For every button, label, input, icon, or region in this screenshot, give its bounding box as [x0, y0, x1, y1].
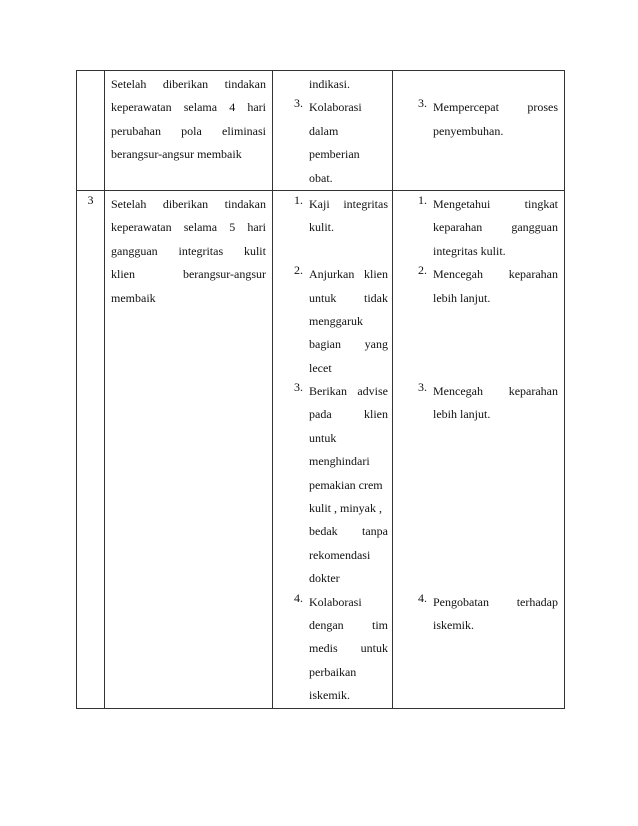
rationale-line: lebih lanjut. [433, 290, 491, 305]
intervention-line: lecet [309, 360, 332, 375]
intervention-item [273, 380, 388, 591]
rationale-item [393, 380, 558, 427]
intervention-line: Kaji integritas [309, 196, 388, 211]
rationale-cell [393, 71, 565, 191]
intervention-line: dalam [309, 123, 339, 138]
intervention-line: rekomendasi [309, 547, 371, 562]
goal-line: membaik [111, 290, 156, 305]
rationale-line: Mencegah keparahan [433, 384, 558, 399]
intervention-line: obat. [309, 170, 333, 185]
item-number: 3. [418, 380, 427, 395]
intervention-line: untuk tidak [309, 290, 388, 305]
goal-cell [105, 190, 273, 708]
intervention-item [273, 96, 388, 190]
item-number: 3. [294, 96, 303, 111]
intervention-item [273, 591, 388, 708]
intervention-line: bagian yang [309, 337, 388, 352]
intervention-cell [273, 71, 393, 191]
goal-cell [105, 71, 273, 191]
rationale-line: Pengobatan terhadap [433, 594, 558, 609]
rationale-line: Mengetahui tingkat [433, 196, 558, 211]
intervention-line: Berikan advise [309, 384, 388, 399]
item-number: 1. [418, 192, 427, 207]
intervention-line: pemberian [309, 147, 360, 162]
table-row [77, 71, 565, 191]
rationale-line: integritas kulit. [433, 243, 506, 258]
rationale-line: Mempercepat proses [433, 100, 558, 115]
item-number: 2. [418, 263, 427, 278]
rationale-line: penyembuhan. [433, 123, 504, 138]
item-number: 2. [294, 263, 303, 278]
item-number: 4. [418, 590, 427, 605]
intervention-line: indikasi. [309, 77, 350, 91]
intervention-line: Kolaborasi [309, 594, 362, 609]
rationale-item [393, 96, 558, 143]
intervention-line: untuk [309, 430, 337, 445]
item-number: 1. [294, 192, 303, 207]
rationale-item [393, 263, 558, 310]
item-number: 3. [294, 380, 303, 395]
table-row [77, 190, 565, 708]
care-plan-table [76, 70, 565, 709]
row-number-cell: 3 [77, 190, 105, 708]
intervention-line: kulit. [309, 220, 335, 235]
intervention-line: menggaruk [309, 313, 363, 328]
goal-line: keperawatan selama 4 hari [111, 100, 266, 115]
intervention-line: medis untuk [309, 641, 388, 656]
goal-line: berangsur-angsur membaik [111, 147, 242, 162]
intervention-line: dengan tim [309, 617, 388, 632]
rationale-line: iskemik. [433, 617, 474, 632]
intervention-line: kulit , minyak , [309, 501, 382, 516]
intervention-line: dokter [309, 571, 340, 586]
rationale-line: Mencegah keparahan [433, 267, 558, 282]
rationale-line: lebih lanjut. [433, 407, 491, 422]
intervention-line: Anjurkan klien [309, 267, 388, 282]
intervention-line: Kolaborasi [309, 100, 362, 115]
goal-line: Setelah diberikan tindakan [111, 77, 266, 91]
intervention-line: pemakian crem [309, 477, 383, 492]
item-number: 4. [294, 590, 303, 605]
intervention-line: perbaikan [309, 664, 357, 679]
rationale-cell [393, 190, 565, 708]
goal-line: klien berangsur-angsur [111, 267, 266, 282]
intervention-line: bedak tanpa [309, 524, 388, 539]
intervention-line: pada klien [309, 407, 388, 422]
intervention-cell [273, 190, 393, 708]
row-number-cell [77, 71, 105, 191]
goal-line: perubahan pola eliminasi [111, 123, 266, 138]
intervention-item [273, 263, 388, 380]
rationale-line: keparahan gangguan [433, 220, 558, 235]
intervention-line: iskemik. [309, 688, 350, 703]
goal-line: keperawatan selama 5 hari [111, 220, 266, 235]
goal-line: gangguan integritas kulit [111, 243, 266, 258]
rationale-item [393, 193, 558, 263]
rationale-item [393, 591, 558, 638]
item-number: 3. [418, 96, 427, 111]
intervention-item [273, 193, 388, 240]
goal-line: Setelah diberikan tindakan [111, 196, 266, 211]
intervention-line: menghindari [309, 454, 370, 469]
